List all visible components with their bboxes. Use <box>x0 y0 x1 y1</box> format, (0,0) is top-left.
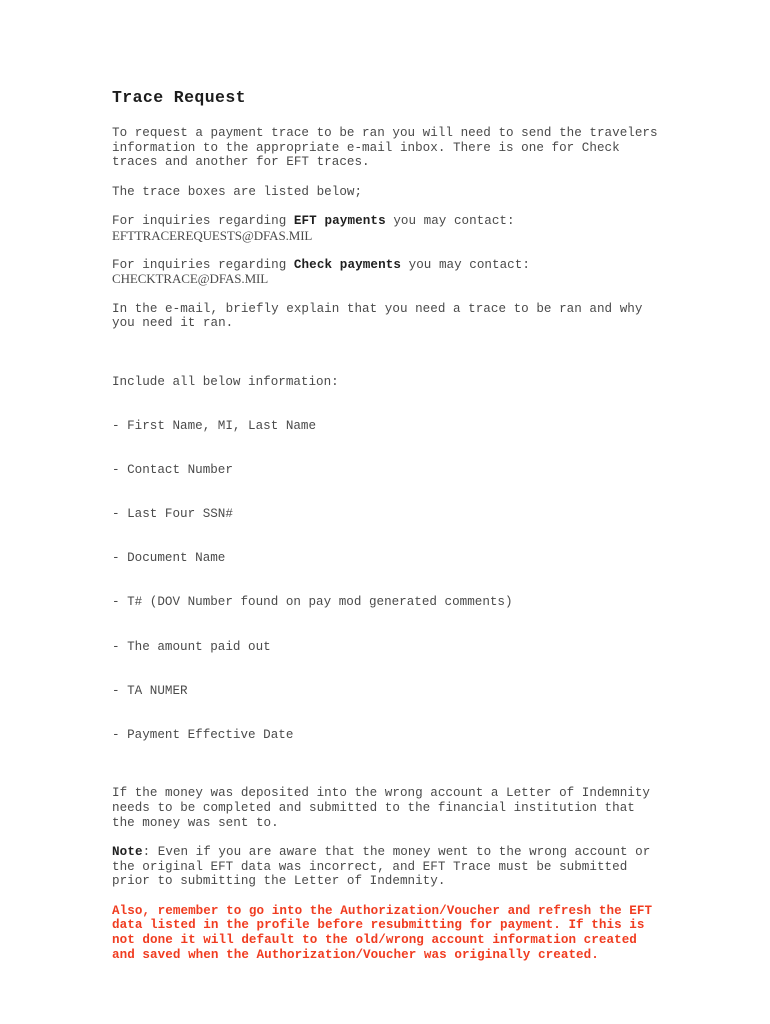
eft-refresh-alert-paragraph: Also, remember to go into the Authorization/Voucher and refresh the EFT data listed in the profile before resubmitting for payment. If this is not done it will default to the old/wrong account information created and saved when the Authorization/Voucher was originally created. <box>112 903 660 962</box>
list-item: - T# (DOV Number found on pay mod generated comments) <box>112 595 513 610</box>
check-contact-lead <box>112 258 658 273</box>
check-trace-email-address[interactable]: CHECKTRACE@DFAS.MIL <box>112 271 269 287</box>
eft-lead-prefix: For inquiries regarding <box>112 213 294 228</box>
note-paragraph <box>112 845 658 889</box>
note-label: Note <box>112 845 143 860</box>
check-payments-label: Check payments <box>293 257 402 272</box>
list-item: - The amount paid out <box>112 639 271 654</box>
list-item: - Document Name <box>112 551 226 566</box>
page-title: Trace Request <box>112 88 246 107</box>
eft-payments-label: EFT payments <box>293 213 386 228</box>
eft-trace-email-address[interactable]: EFTTRACEREQUESTS@DFAS.MIL <box>112 227 313 243</box>
note-separator: : <box>142 845 158 860</box>
check-lead-prefix: For inquiries regarding <box>112 257 294 272</box>
list-item: - First Name, MI, Last Name <box>112 419 317 434</box>
eft-contact-lead <box>112 214 658 229</box>
eft-lead-suffix: you may contact: <box>385 213 515 228</box>
list-item: - Payment Effective Date <box>112 727 294 742</box>
intro-paragraph: To request a payment trace to be ran you will need to send the travelers information to the appropriate e-mail inbox. There is one for Check traces and another for EFT traces. <box>112 126 666 170</box>
trace-boxes-lead: The trace boxes are listed below; <box>112 184 363 199</box>
letter-of-indemnity-paragraph: If the money was deposited into the wrong account a Letter of Indemnity needs to be completed and submitted to the financial institution that the money was sent to. <box>112 786 658 830</box>
note-text: Even if you are aware that the money went to the wrong account or the original EFT data was incorrect, and EFT Trace must be submitted prior to submitting the Letter of Indemnity. <box>112 845 658 889</box>
list-item: - Contact Number <box>112 463 233 478</box>
list-item: - TA NUMER <box>112 683 188 698</box>
check-lead-suffix: you may contact: <box>401 257 530 272</box>
email-instruction-paragraph: In the e-mail, briefly explain that you need a trace to be ran and why you need it ran. <box>112 301 651 331</box>
document-body <box>112 88 666 962</box>
list-item: - Last Four SSN# <box>112 507 233 522</box>
required-information-list <box>112 346 658 772</box>
list-heading: Include all below information: <box>112 374 339 389</box>
